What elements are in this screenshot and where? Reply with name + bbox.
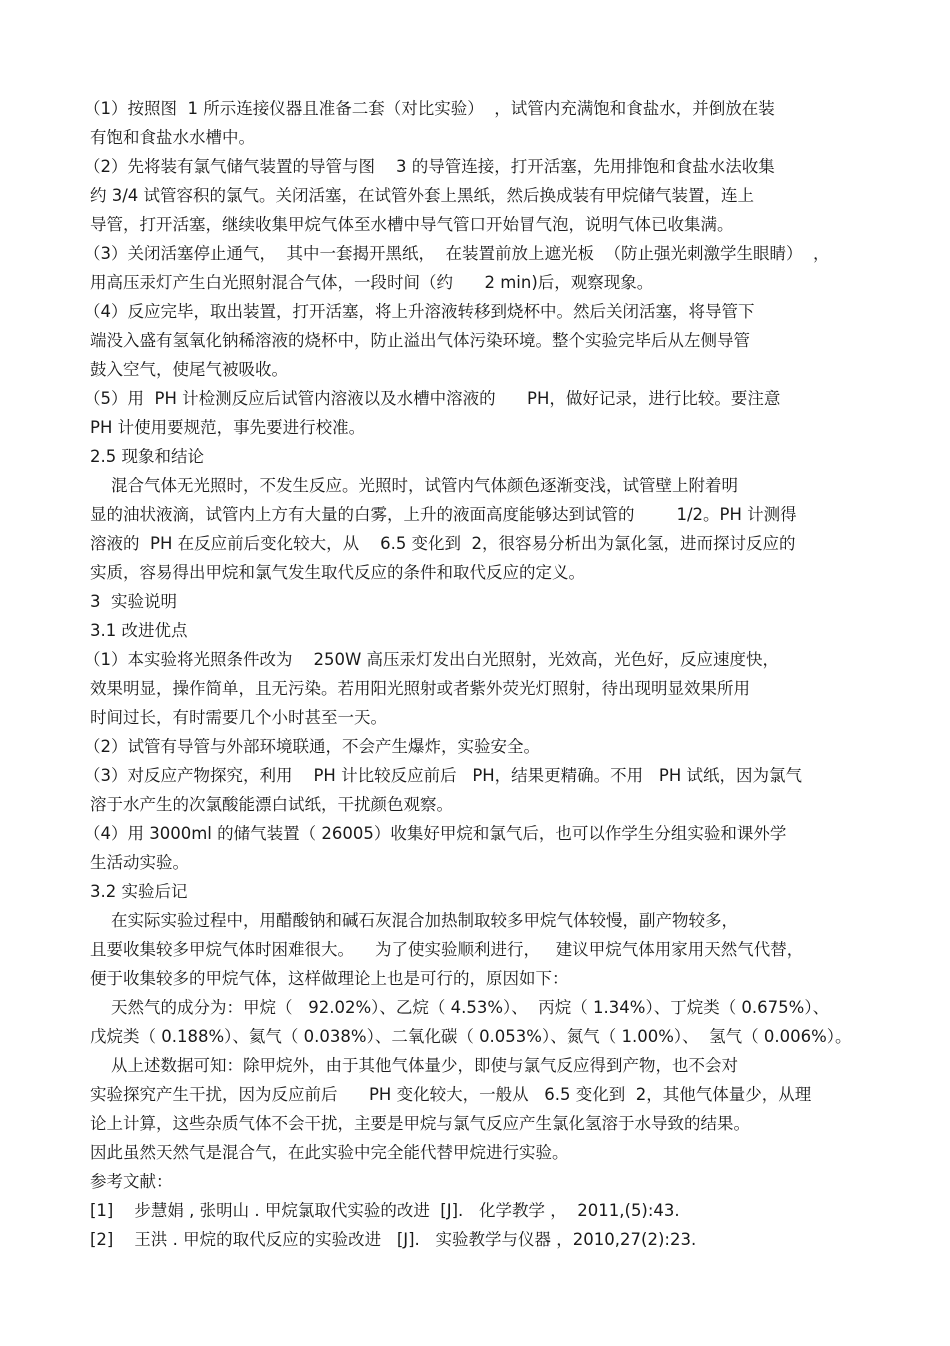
notes-line3: 便于收集较多的甲烷气体，这样做理论上也是可行的，原因如下： xyxy=(90,969,569,988)
notes-line4: 天然气的成分为：甲烷（ 92.02%）、乙烷（ 4.53%）、 丙烷（ 1.34%）、丁烷类（ 0.675%）、 xyxy=(90,998,830,1017)
notes-line7: 实验探究产生干扰，因为反应前后 PH 变化较大，一般从 6.5 变化到 2，其他气体量少，从理 xyxy=(90,1085,812,1104)
step5-line1: （5）用 PH 计检测反应后试管内溶液以及水槽中溶液的 PH，做好记录，进行比较。要注意 xyxy=(84,389,781,408)
step3-line1: （3）关闭活塞停止通气， 其中一套揭开黑纸， 在装置前放上遮光板 （防止强光刺激学生眼睛） ， xyxy=(84,244,830,263)
section-heading-2-5: 2.5 现象和结论 xyxy=(90,447,204,466)
advantage3-line2: 溶于水产生的次氯酸能漂白试纸，干扰颜色观察。 xyxy=(90,795,453,814)
advantage2-line1: （2）试管有导管与外部环境联通，不会产生爆炸，实验安全。 xyxy=(84,737,540,756)
results-line3: 溶液的 PH 在反应前后变化较大，从 6.5 变化到 2，很容易分析出为氯化氢，进而探讨反应的 xyxy=(90,534,796,553)
notes-line2: 且要收集较多甲烷气体时困难很大。 为了使实验顺利进行， 建议甲烷气体用家用天然气代替， xyxy=(90,940,804,959)
step2-line1: （2）先将装有氯气储气装置的导管与图 3 的导管连接，打开活塞，先用排饱和食盐水法收集 xyxy=(84,157,775,176)
step4-line3: 鼓入空气，使尾气被吸收。 xyxy=(90,360,288,379)
step4-line2: 端没入盛有氢氧化钠稀溶液的烧杯中，防止溢出气体污染环境。整个实验完毕后从左侧导管 xyxy=(90,331,750,350)
step1-line1: （1）按照图 1 所示连接仪器且准备二套（对比实验） ，试管内充满饱和食盐水，并倒放在装 xyxy=(84,99,775,118)
results-line4: 实质，容易得出甲烷和氯气发生取代反应的条件和取代反应的定义。 xyxy=(90,563,585,582)
step2-line2: 约 3/4 试管容积的氯气。关闭活塞，在试管外套上黑纸，然后换成装有甲烷储气装置，连上 xyxy=(90,186,755,205)
advantage1-line2: 效果明显，操作简单，且无污染。若用阳光照射或者紫外荧光灯照射，待出现明显效果所用 xyxy=(90,679,750,698)
advantage4-line1: （4）用 3000ml 的储气装置（ 26005）收集好甲烷和氯气后，也可以作学生分组实验和课外学 xyxy=(84,824,787,843)
advantage1-line1: （1）本实验将光照条件改为 250W 高压汞灯发出白光照射，光效高，光色好，反应速度快， xyxy=(84,650,780,669)
step5-line2: PH 计使用要规范，事先要进行校准。 xyxy=(90,418,366,437)
advantage1-line3: 时间过长，有时需要几个小时甚至一天。 xyxy=(90,708,387,727)
notes-line1: 在实际实验过程中，用醋酸钠和碱石灰混合加热制取较多甲烷气体较慢，副产物较多， xyxy=(90,911,738,930)
notes-line8: 论上计算，这些杂质气体不会干扰，主要是甲烷与氯气反应产生氯化氢溶于水导致的结果。 xyxy=(90,1114,750,1133)
step2-line3: 导管，打开活塞，继续收集甲烷气体至水槽中导气管口开始冒气泡，说明气体已收集满。 xyxy=(90,215,734,234)
reference-1: [1] 步慧娟 , 张明山 . 甲烷氯取代实验的改进 [J]. 化学教学 ， 2011,(5):43. xyxy=(90,1201,680,1220)
advantage4-line2: 生活动实验。 xyxy=(90,853,189,872)
section-heading-3-1: 3.1 改进优点 xyxy=(90,621,188,640)
advantage3-line1: （3）对反应产物探究，利用 PH 计比较反应前后 PH，结果更精确。不用 PH 试纸，因为氯气 xyxy=(84,766,803,785)
step1-line2: 有饱和食盐水水槽中。 xyxy=(90,128,255,147)
results-line2: 显的油状液滴，试管内上方有大量的白雾，上升的液面高度能够达到试管的 1/2。PH 计测得 xyxy=(90,505,797,524)
step3-line2: 用高压汞灯产生白光照射混合气体，一段时间（约 2 min)后，观察现象。 xyxy=(90,273,654,292)
section-heading-3-2: 3.2 实验后记 xyxy=(90,882,188,901)
notes-line6: 从上述数据可知：除甲烷外，由于其他气体量少，即使与氯气反应得到产物，也不会对 xyxy=(90,1056,738,1075)
step4-line1: （4）反应完毕，取出装置，打开活塞，将上升溶液转移到烧杯中。然后关闭活塞，将导管下 xyxy=(84,302,755,321)
section-heading-3: 3 实验说明 xyxy=(90,592,177,611)
results-line1: 混合气体无光照时，不发生反应。光照时，试管内气体颜色逐渐变浅，试管壁上附着明 xyxy=(90,476,738,495)
references-heading: 参考文献： xyxy=(90,1172,173,1191)
notes-line9: 因此虽然天然气是混合气，在此实验中完全能代替甲烷进行实验。 xyxy=(90,1143,569,1162)
notes-line5: 戊烷类（ 0.188%）、氦气（ 0.038%）、二氧化碳（ 0.053%）、氮气（ 1.00%）、 氢气（ 0.006%）。 xyxy=(90,1027,852,1046)
reference-2: [2] 王洪 . 甲烷的取代反应的实验改进 [J]. 实验教学与仪器 ，2010,27(2):23. xyxy=(90,1230,697,1249)
